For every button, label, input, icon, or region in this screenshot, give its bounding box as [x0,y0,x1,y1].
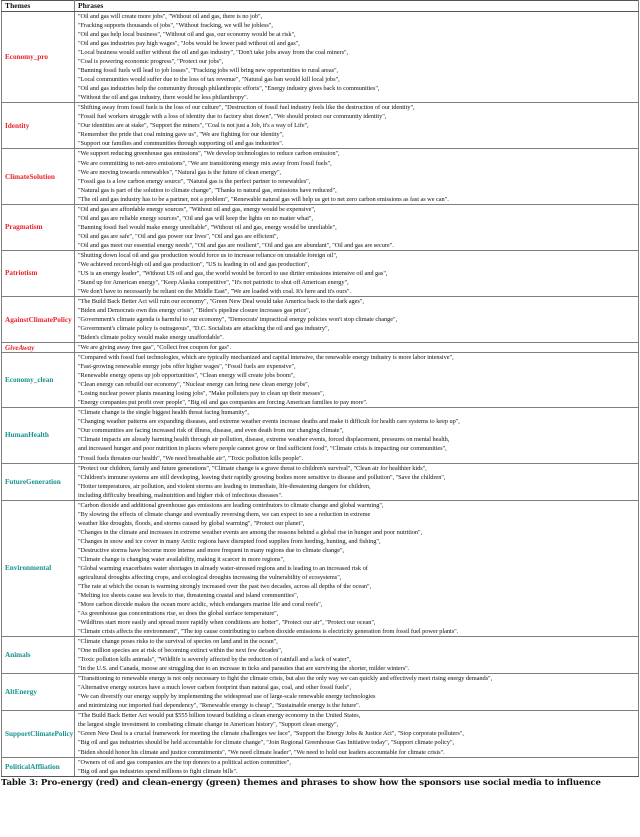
phrases-cell [75,463,639,500]
themes-phrases-table [1,0,639,777]
phrase-line: "We are moving towards renewables", "Natural gas is the future of clean energy", [78,168,282,176]
phrase-line: "Fossil fuels threaten our health", "We need breathable air", "Toxic pollution kills people". [78,454,304,462]
phrase-line: "Oil and gas help local business", "Without oil and gas, our economy would be at risk", [78,31,296,39]
phrase-line: "Climate change is changing water availability, making it scarcer in more regions", [78,555,285,563]
phrase-line: "Biden's climate policy would make energy unaffordable". [78,334,224,342]
phrase-line: "Climate change is the single biggest health threat facing humanity", [78,409,249,417]
phrase-line: "Support our families and communities through supporting oil and gas industries". [78,140,284,148]
table-row [2,204,639,250]
table-row [2,250,639,296]
phrases-cell [75,757,639,776]
phrase-line: "Biden and Democrats own this energy crisis", "Biden's pipeline closure increases gas price", [78,307,311,314]
phrase-line: "Carbon dioxide and additional greenhouse gas emissions are leading contributors to climate change and global warming", [78,501,384,509]
phrases-cell [75,103,639,149]
theme-label: Pragmatism [2,204,75,250]
phrase-line: "Alternative energy sources have a much lower carbon footprint than natural gas, coal, and other fossil fuels", [78,684,352,692]
phrases-cell [75,343,639,353]
column-header-phrases: Phrases [75,1,639,12]
phrase-line: "Big oil and gas industries spend millions to fight climate bills". [78,767,238,775]
phrase-line: "Stand up for American energy", "Keep Alaska competitive", "It's not patriotic to shut off American energy", [78,278,349,286]
phrase-line: "Government's climate agenda is harmful to our economy", "Democrats' impractical energy policies won't stop climate change", [78,316,398,324]
phrases-cell [75,149,639,204]
phrase-line: "Protect our children, family and future generations", "Climate change is a grave threat to children's survival", "Clean air for healthier kids", [78,464,427,472]
phrase-line: "Renewable energy opens up job opportunities", "Clean energy will create jobs boom", [78,372,295,380]
phrase-line: "Natural gas is part of the solution to climate change", "Thanks to natural gas, emissions have reduced", [78,186,337,194]
phrases-cell [75,674,639,711]
phrase-line: "Oil and gas are safe", "Oil and gas power our lives", "Oil and gas are efficient", [78,232,279,240]
phrase-line: "We can diversify our energy supply by implementing the widespread use of large-scale renewable energy technologies [78,693,376,701]
theme-label: ClimateSolution [2,149,75,204]
phrase-line: "More carbon dioxide makes the ocean more acidic, which endangers marine life and coral reefs", [78,601,323,608]
table-row [2,408,639,463]
phrase-line: "The oil and gas industry has to be a partner, not a problem", "Renewable natural gas will help us get to net zero carbon emissions as fast as we can". [78,195,449,203]
phrase-line: "Climate crisis affects the environment", "The top cause contributing to carbon dioxide emissions is electricity generation from fossil fuel power plants". [78,628,459,636]
phrase-line: "Climate change poses risks to the survival of species on land and in the ocean", [78,638,278,646]
phrase-line: "We are giving away free gas", "Collect free coupon for gas". [78,344,231,352]
phrases-cell [75,500,639,636]
theme-label: PoliticalAffliation [2,757,75,776]
table-body [2,12,639,777]
table-row [2,296,639,342]
phrase-line: "We don't have to necessarily be reliant on the Middle East", "We are loaded with coal. It's here and it's ours". [78,287,351,295]
phrase-line: and minimizing our imported fuel dependency", "Renewable energy is cheap", "Sustainable energy is the future". [78,702,361,710]
phrase-line: "We achieved record-high oil and gas production", "US is leading in oil and gas production", [78,260,310,268]
phrase-line: "In the U.S. and Canada, moose are struggling due to an increase in ticks and parasites that are surviving the shorter, milder winters". [78,665,410,673]
phrase-line: "Shifting away from fossil fuels is the loss of our culture", "Destruction of fossil fuel industry feels like the destruction of our identity", [78,104,415,112]
table-row [2,463,639,500]
phrase-line: "Oil and gas are affordable energy sources", "Without oil and gas, energy would be expensive", [78,205,316,213]
phrase-line: "By slowing the effects of climate change and eventually reversing them, we can expect to see a reduction in extreme [78,510,371,518]
table-row [2,674,639,711]
table-row [2,343,639,353]
phrase-line: "Toxic pollution kills animals", "Wildlife is severely affected by the reduction of rainfall and a lack of water", [78,656,351,664]
phrase-line: "Remember the pride that coal mining gave us", "We are fighting for our identity", [78,131,284,139]
phrase-line: agricultural droughts affecting crops, and ecological droughts increasing the vulnerability of ecosystems", [78,573,342,581]
theme-label: Animals [2,637,75,674]
phrase-line: "Banning fossil fuels will lead to job losses", "Fracking jobs will bring new opportunities to rural areas", [78,67,339,75]
phrase-line: "Big oil and gas industries should be held accountable for climate change", "Join Regional Greenhouse Gas Initiative today", "Support climate policy", [78,739,455,747]
phrases-cell [75,250,639,296]
phrase-line: "Green New Deal is a crucial framework for meeting the climate challenges we face", "Support the Energy Jobs & Justice Act", "Stop corporate polluters", [78,730,464,738]
phrase-line: "Local business would suffer without the oil and gas industry", "Don't take jobs away from the coal miners", [78,49,349,57]
table-row [2,12,639,103]
phrases-cell [75,353,639,408]
phrase-line: "Losing nuclear power plants meaning losing jobs", "Make polluters pay to clean up their messes", [78,390,325,398]
phrase-line: "Changes in the climate and increases in extreme weather events are among the reasons behind a global rise in hunger and poor nutrition", [78,528,423,536]
phrase-line: "Fossil fuel workers struggle with a loss of identity due to factory shut down", "We should protect our community identity", [78,113,387,121]
table-row [2,353,639,408]
theme-label: HumanHealth [2,408,75,463]
phrase-line: "Without the oil and gas industry, there would be less philanthropy". [78,94,249,102]
theme-label: Identity [2,103,75,149]
table-row [2,637,639,674]
phrases-cell [75,204,639,250]
phrase-line: "Destructive storms have become more intense and more frequent in many regions due to climate change", [78,546,345,554]
phrase-line: "Our identities are at stake", "Support the miners", "Coal is not just a Job, it's a way of Life", [78,122,309,130]
theme-label: AltEnergy [2,674,75,711]
phrase-line: "Melting ice sheets cause sea levels to rise, threatening coastal and island communities", [78,591,299,599]
phrase-line: "Changing weather patterns are expanding diseases, and extreme weather events increase deaths and make it difficult for health care systems to keep up", [78,418,460,426]
phrase-line: "As greenhouse gas concentrations rise, so does the global surface temperature", [78,610,279,618]
table-caption: Table 3: Pro-energy (red) and clean-energy (green) themes and phrases to show how the sponsors use social media to influence [1,777,601,788]
phrases-cell [75,12,639,103]
phrase-line: "Fast-growing renewable energy jobs offer higher wages", "Fossil fuels are expensive", [78,363,296,371]
theme-label: Economy_pro [2,12,75,103]
theme-label: GiveAway [2,343,75,353]
phrase-line: "Oil and gas industries help the community through philanthropic efforts", "Energy industry gives back to communities", [78,85,380,93]
phrase-line: "Transitioning to renewable energy is not only necessary to fight the climate crisis, but also the only way we can quickly and effectively meet rising energy demands", [78,675,493,683]
theme-label: Economy_clean [2,353,75,408]
phrase-line: "Clean energy can rebuild our economy", "Nuclear energy can bring new clean energy jobs", [78,381,310,389]
phrase-line: "US is an energy leader", "Without US oil and gas, the world would be forced to use dirtier emissions intensive oil and gas", [78,269,388,277]
phrase-line: "Fracking supports thousands of jobs", "Without fracking, we will be jobless", [78,22,273,30]
theme-label: SupportClimatePolicy [2,711,75,757]
phrase-line: "Fossil gas is a low carbon energy source", "Natural gas is the perfect partner to renewables", [78,177,311,185]
table-row [2,711,639,757]
phrase-line: "Oil and gas are reliable energy sources", "Oil and gas will keep the lights on no matter what", [78,214,313,222]
phrase-line: the largest single investment in combating climate change in American history", "Support clean energy", [78,721,339,729]
phrase-line: "Shutting down local oil and gas production would force us to increase reliance on unstable foreign oil", [78,251,338,259]
phrase-line: "Climate impacts are already harming health through air pollution, disease, extreme weather events, forced displacement, pressures on mental health, [78,436,450,444]
phrases-cell [75,637,639,674]
phrases-cell [75,711,639,757]
phrase-line: "One million species are at risk of becoming extinct within the next few decades", [78,647,283,655]
phrase-line: "We are committing to net-zero emissions", "We are transitioning energy mix away from fossil fuels", [78,159,332,167]
table-row [2,149,639,204]
phrase-line: and increased hunger and poor nutrition in places where people cannot grow or find sufficient food", "Climate crisis is impacting our communities", [78,445,447,453]
phrase-line: "Children's immune systems are still developing, leaving their rapidly growing bodies more sensitive to disease and pollution", "Save the children", [78,473,446,481]
phrases-cell [75,408,639,463]
phrase-line: "Biden should honor his climate and justice commitments", "We need climate leader", "We need to hold our leaders accountable for climate crisis". [78,748,445,756]
phrase-line: "Compared with fossil fuel technologies, which are typically mechanized and capital intensive, the renewable energy industry is more labor intensive", [78,354,454,362]
phrase-line: "Global warming exacerbates water shortages in already water-stressed regions and is leading to an increased risk of [78,564,368,572]
phrase-line: "Changes in snow and ice cover in many Arctic regions have disrupted food supplies from herding, hunting, and fishing", [78,537,381,545]
theme-label: AgainstClimatePolicy [2,296,75,342]
theme-label: FutureGeneration [2,463,75,500]
phrase-line: "Banning fossil fuel would make energy unreliable", "Without oil and gas, energy would be unreliable", [78,223,337,231]
phrase-line: "The rate at which the ocean is warming strongly increased over the past two decades, across all depths of the ocean", [78,582,372,590]
table-row [2,757,639,776]
theme-label: Patriotism [2,250,75,296]
theme-label: Environmental [2,500,75,636]
phrase-line: "The Build Back Better Act will ruin our economy", "Green New Deal would take America back to the dark ages", [78,297,364,305]
phrase-line: "We support reducing greenhouse gas emissions", "We develop technologies to reduce carbon emission", [78,150,340,158]
phrase-line: "Our communities are facing increased risk of illness, disease, and even death from our changing climate", [78,427,344,435]
phrase-line: "Oil and gas will create more jobs", "Without oil and gas, there is no job", [78,13,263,20]
phrases-cell [75,296,639,342]
table-header-row [2,1,639,12]
phrase-line: "Hotter temperatures, air pollution, and violent storms are leading to immediate, life-threatening dangers for children, [78,482,371,490]
phrase-line: "Oil and gas meet our essential energy needs", "Oil and gas are resilient", "Oil and gas are abundant", "Oil and gas are secure". [78,241,394,249]
phrase-line: "Wildfires start more easily and spread more rapidly when conditions are hotter", "Protect our air", "Protect our ocean", [78,619,376,627]
phrase-line: "Oil and gas industries pay high wages", "Jobs would be lower paid without oil and gas", [78,40,300,48]
column-header-themes: Themes [2,1,75,12]
table-row [2,500,639,636]
phrase-line: "The Build Back Better Act would put $555 billion toward building a clean energy economy in the United States, [78,712,361,720]
phrase-line: "Government's climate policy is outrageous", "D.C. Socialists are attacking the oil and gas industry", [78,325,330,333]
phrase-line: "Owners of oil and gas companies are the top donors to a political action committee", [78,758,291,766]
phrase-line: weather like droughts, floods, and storms caused by global warming", "Protect our planet", [78,519,305,527]
phrase-line: including difficulty breathing, malnutrition and higher risk of infectious diseases". [78,491,283,499]
phrase-line: "Coal is powering economic progress", "Protect our jobs", [78,58,224,66]
phrase-line: "Local communities would suffer due to the loss of tax revenue", "Natural gas ban would kill local jobs", [78,76,340,84]
phrase-line: "Energy companies put profit over people", "Big oil and gas companies are forcing American families to pay more". [78,399,368,407]
table-row [2,103,639,149]
